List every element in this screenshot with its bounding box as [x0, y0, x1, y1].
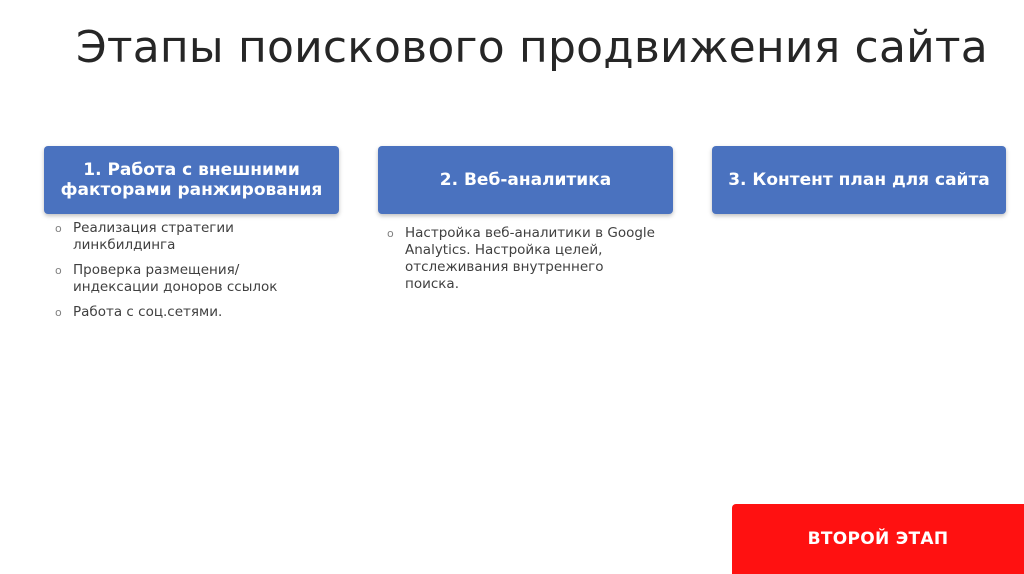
- stage-2-box: [378, 146, 673, 214]
- bullet-text: Проверка размещения/индексации доноров ссылок: [73, 262, 278, 295]
- circle-bullet-icon: o: [55, 264, 62, 277]
- slide-title: Этапы поискового продвижения сайта: [76, 22, 988, 73]
- list-item: [55, 304, 315, 321]
- stage-3-box: [712, 146, 1006, 214]
- circle-bullet-icon: o: [387, 227, 394, 240]
- second-stage-button[interactable]: [732, 504, 1024, 574]
- stage-1-bullet-list: [55, 220, 315, 329]
- bullet-text: Работа с соц.сетями.: [73, 304, 223, 320]
- stage-3-label: 3. Контент план для сайта: [728, 170, 990, 190]
- second-stage-button-label: ВТОРОЙ ЭТАП: [807, 529, 949, 549]
- bullet-text: Настройка веб-аналитики в Google Analytics. Настройка целей, отслеживания внутреннего поиска.: [405, 225, 655, 292]
- stage-1-box: [44, 146, 339, 214]
- stage-2-bullet-list: [387, 225, 657, 301]
- circle-bullet-icon: o: [55, 222, 62, 235]
- stage-2-label: 2. Веб-аналитика: [439, 170, 612, 190]
- circle-bullet-icon: o: [55, 306, 62, 319]
- list-item: [55, 262, 315, 296]
- list-item: [387, 225, 657, 293]
- bullet-text: Реализация стратегии линкбилдинга: [73, 220, 234, 253]
- stage-1-label: 1. Работа с внешними факторами ранжирования: [60, 160, 323, 200]
- list-item: [55, 220, 315, 254]
